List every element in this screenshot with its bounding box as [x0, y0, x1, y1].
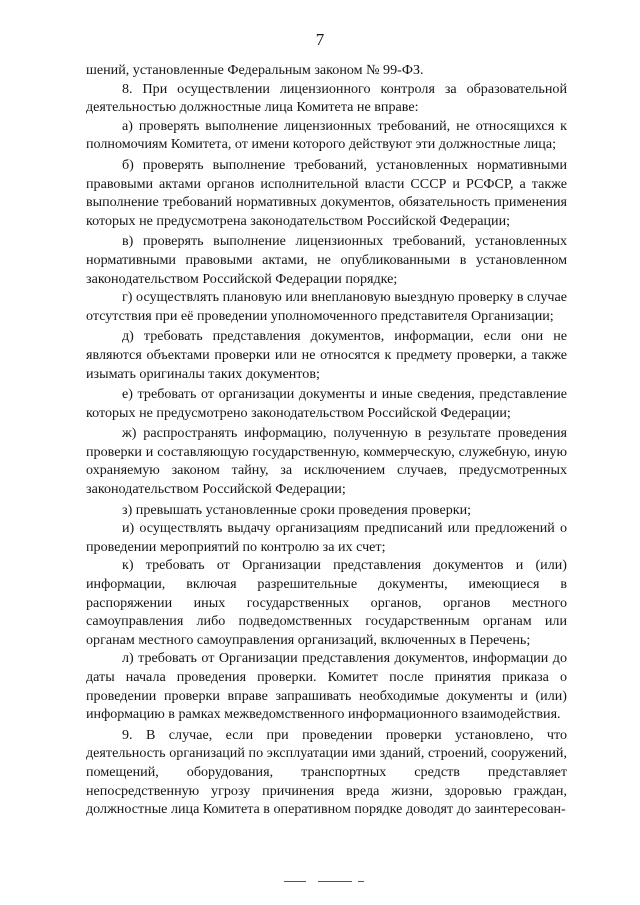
footer-rule-2: [318, 881, 352, 882]
paragraph-item-zh: ж) распространять информацию, полученную в результате проведения проверки и составляющую государственную, коммерческую, служебную, иную охраняемую законом тайну, за исключением случаев, предусмотренных законодательством Российской Федерации;: [86, 425, 567, 498]
paragraph-item-d: д) требовать представления документов, информации, если они не являются объектами проверки или не относятся к предмету проверки, а также изымать оригиналы таких документов;: [86, 328, 567, 382]
paragraph-item-a: а) проверять выполнение лицензионных требований, не относящихся к полномочиям Комитета, от имени которого действуют эти должностные лица;: [86, 117, 567, 153]
paragraph-item-v: в) проверять выполнение лицензионных требований, установленных нормативными правовыми актами, не опубликованными в установленном законодательством Российской Федерации порядке;: [86, 233, 567, 287]
paragraph-continuation: шений, установленные Федеральным законом № 99-ФЗ.: [86, 62, 424, 78]
footer-rule-1: [284, 881, 306, 882]
paragraph-item-g: г) осуществлять плановую или внеплановую выездную проверку в случае отсутствия при её проведении уполномоченного представителя Организации;: [86, 289, 567, 324]
paragraph-item-9: 9. В случае, если при проведении проверки установлено, что деятельность организаций по эксплуатации ими зданий, строений, сооружений, помещений, оборудования, транспортных средств представляет непосредственную угрозу причинения вреда жизни, здоровью граждан, должностные лица Комитета в оперативном порядке доводят до заинтересован-: [86, 726, 567, 818]
document-body: [86, 61, 567, 819]
paragraph-item-8: 8. При осуществлении лицензионного контроля за образовательной деятельностью должностные лица Комитета не вправе:: [86, 80, 567, 116]
paragraph-item-l: л) требовать от Организации представления документов, информации до даты начала проведения проверки. Комитет после принятия приказа о проведении проверки вправе запрашивать необходимые документы и (или) информацию в рамках межведомственного информационного взаимодействия.: [86, 650, 567, 723]
paragraph-item-i: и) осуществлять выдачу организациям предписаний или предложений о проведении мероприятий по контролю за их счет;: [86, 520, 567, 555]
paragraph-item-e: е) требовать от организации документы и иные сведения, представление которых не предусмотрено законодательством Российской Федерации;: [86, 386, 567, 421]
paragraph-item-z: з) превышать установленные сроки проведения проверки;: [122, 501, 472, 518]
footer-rule-3: [358, 881, 364, 882]
paragraph-item-k: к) требовать от Организации представления документов и (или) информации, включая разрешительные документы, имеющиеся в распоряжении иных государственных органов, органов местного самоуправления либо подведомственных государственным органам или органам местного самоуправления организаций, включенных в Перечень;: [86, 557, 567, 648]
paragraph-item-b: б) проверять выполнение требований, установленных нормативными правовыми актами органов исполнительной власти СССР и РСФСР, а также выполнение требований нормативных документов, обязательность применения которых не предусмотрена законодательством Российской Федерации;: [86, 156, 567, 229]
page-number: 7: [315, 30, 325, 49]
